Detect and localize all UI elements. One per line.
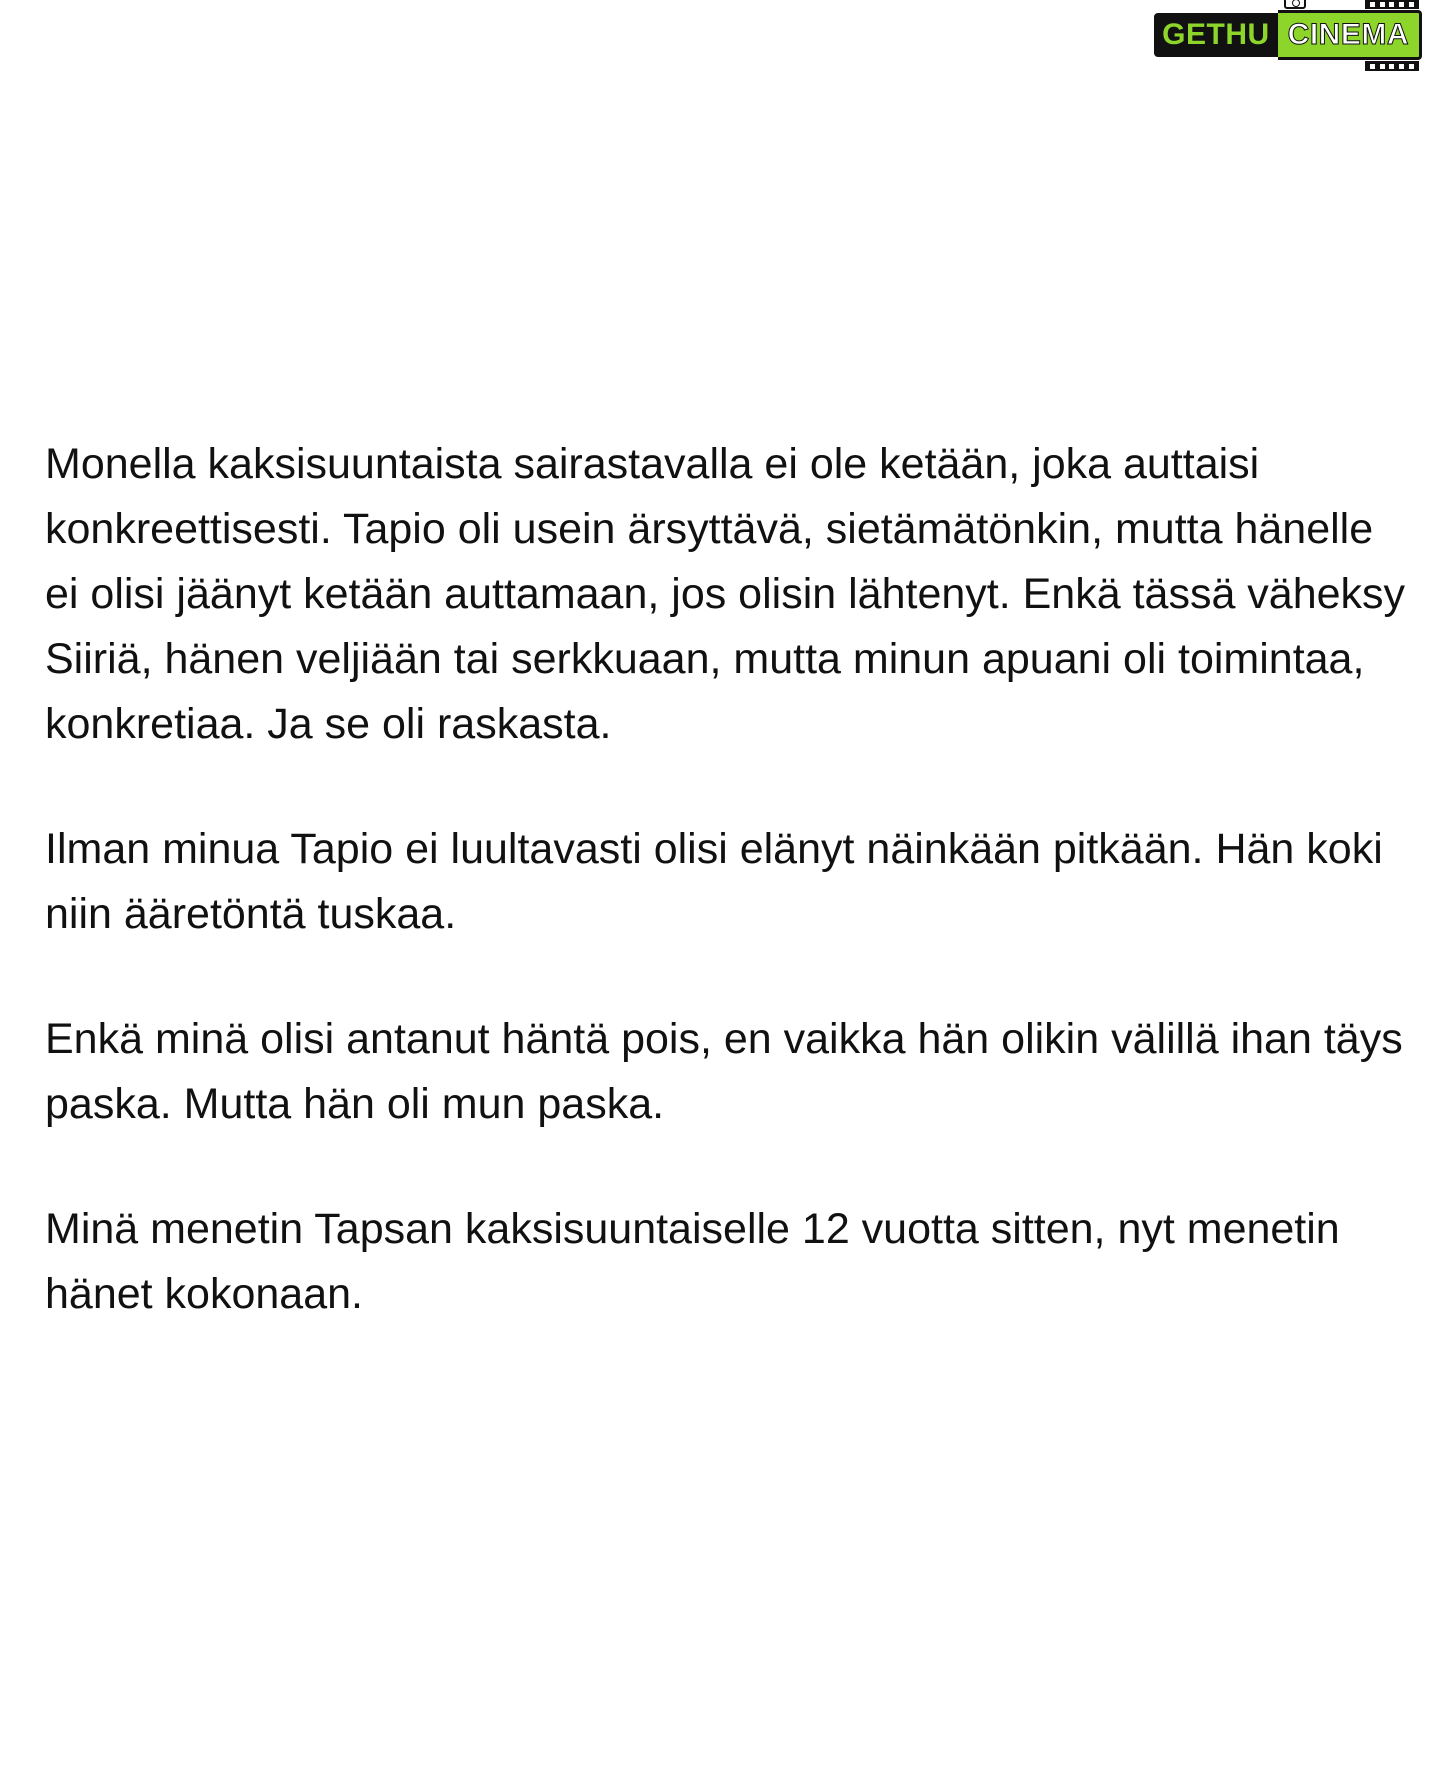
paragraph-1: Monella kaksisuuntaista sairastavalla ei ole ketään, joka auttaisi konkreettisesti. Tapio oli usein ärsyttävä, sietämätönkin, mutta hänelle ei olisi jäänyt ketään auttamaan, jos olisin lähtenyt. Enkä tässä väheksy Siiriä, hänen veljiään tai serkkuaan, mutta minun apuani oli toimintaa, konkretiaa. Ja se oli raskasta. xyxy=(45,440,1406,748)
watermark-brand-right-text: CINEMA xyxy=(1287,18,1409,51)
article-body xyxy=(45,432,1415,1387)
watermark-brand-left: GETHU xyxy=(1154,13,1278,57)
paragraph-4: Minä menetin Tapsan kaksisuuntaiselle 12 vuotta sitten, nyt menetin hänet kokonaan. xyxy=(45,1205,1340,1318)
paragraph-2: Ilman minua Tapio ei luultavasti olisi elänyt näinkään pitkään. Hän koki niin ääretöntä tuskaa. xyxy=(45,825,1383,938)
paragraph-3: Enkä minä olisi antanut häntä pois, en vaikka hän olikin välillä ihan täys paska. Mutta hän oli mun paska. xyxy=(45,1015,1403,1128)
film-strip-icon xyxy=(1365,0,1419,9)
camera-icon xyxy=(1284,0,1306,9)
film-strip-bottom-icon xyxy=(1365,61,1419,71)
watermark-logo xyxy=(1154,10,1422,60)
watermark-brand-right xyxy=(1278,10,1422,60)
